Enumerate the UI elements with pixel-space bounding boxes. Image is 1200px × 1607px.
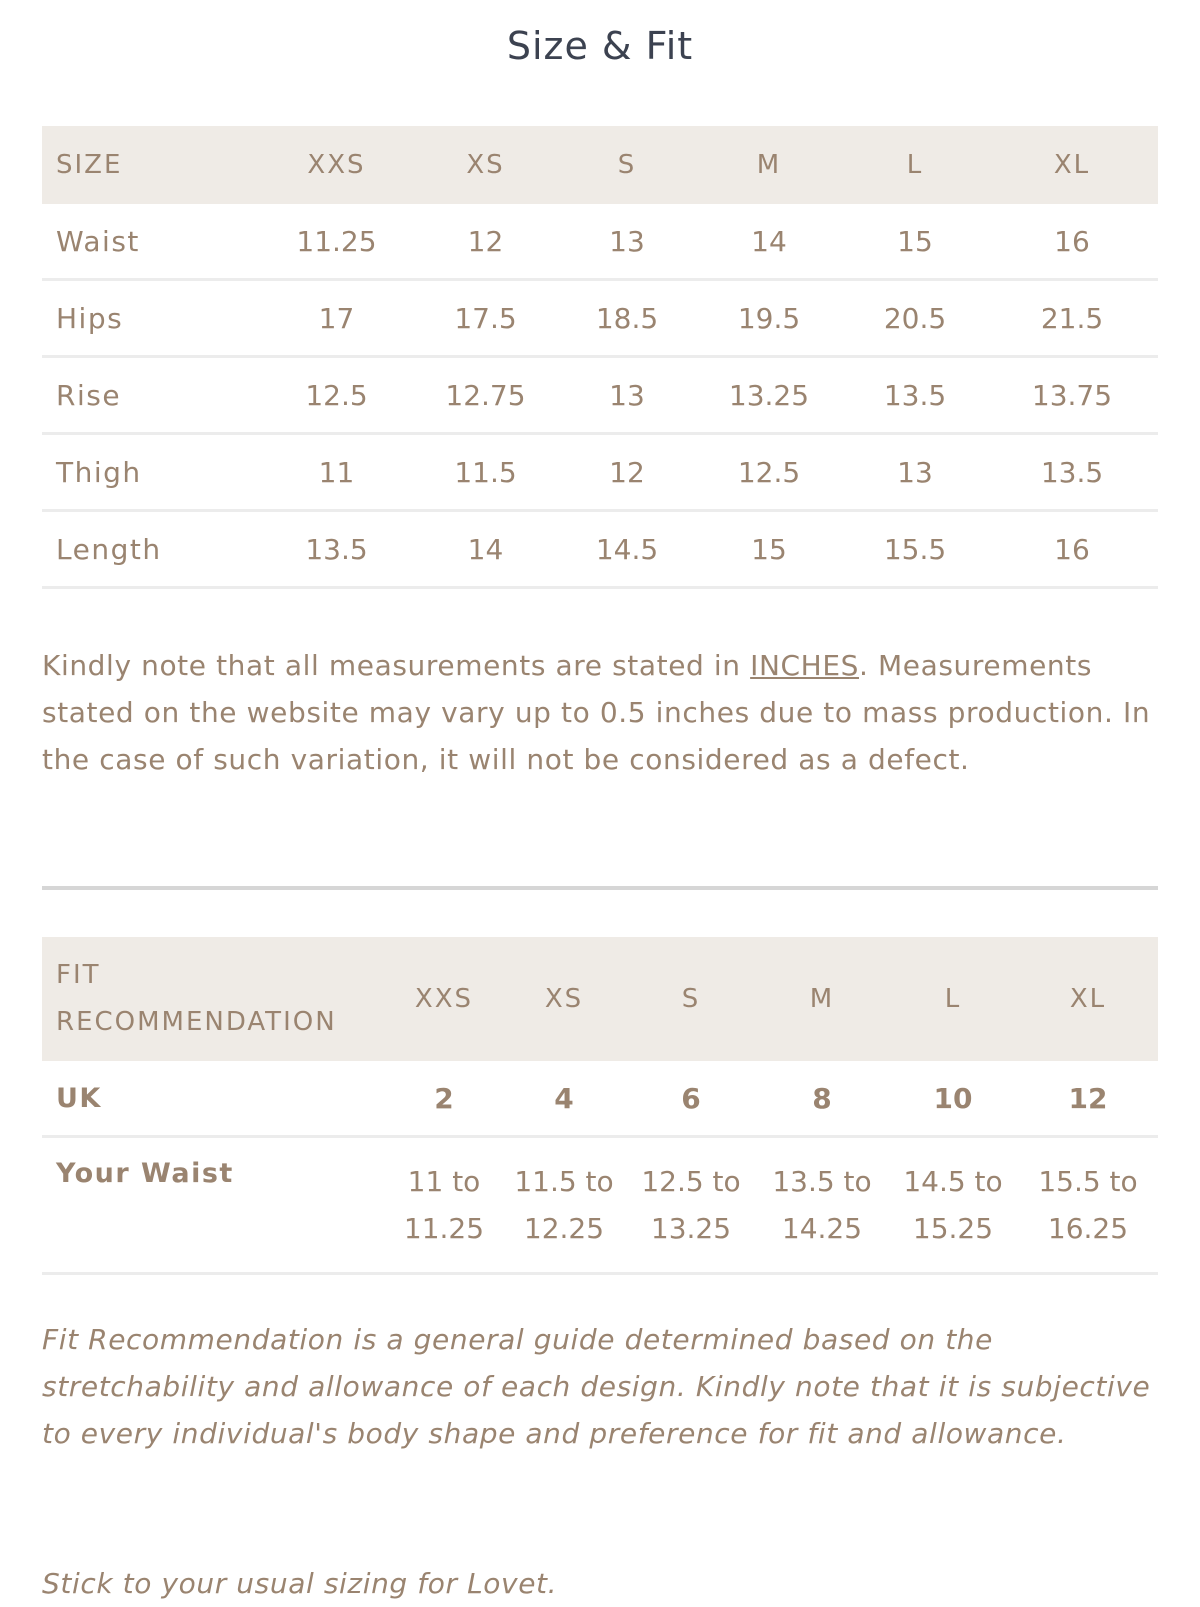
table-cell: 13.5: [986, 434, 1158, 511]
table-cell: 13: [560, 204, 694, 280]
size-chart-table: [42, 126, 1158, 589]
inches-link[interactable]: INCHES: [750, 649, 859, 682]
table-cell: 13.5 to 14.25: [756, 1137, 888, 1274]
header-m: M: [809, 983, 835, 1014]
table-cell: 12: [411, 204, 560, 280]
table-row-rise: [42, 357, 1158, 434]
header-size: SIZE: [56, 150, 123, 180]
fit-table-header-row: [42, 937, 1158, 1061]
header-xl: XL: [1053, 150, 1091, 180]
table-row-waist: [42, 204, 1158, 280]
table-cell: 16: [986, 511, 1158, 588]
table-cell: 11: [262, 434, 411, 511]
table-cell: 20.5: [844, 280, 986, 357]
table-cell: 11.5: [411, 434, 560, 511]
measurement-note: [42, 642, 1158, 783]
table-cell: 12.75: [411, 357, 560, 434]
table-row-thigh: [42, 434, 1158, 511]
header-m: M: [756, 150, 782, 180]
table-cell: 15: [694, 511, 844, 588]
header-s: S: [681, 983, 701, 1014]
table-cell: 11.5 to 12.25: [502, 1137, 626, 1274]
row-label: UK: [42, 1061, 386, 1137]
table-cell: 19.5: [694, 280, 844, 357]
header-xl: XL: [1069, 983, 1107, 1014]
sizing-advice-note: Stick to your usual sizing for Lovet.: [42, 1567, 558, 1600]
table-cell: 18.5: [560, 280, 694, 357]
table-cell: 17: [262, 280, 411, 357]
header-xs: XS: [466, 150, 505, 180]
row-label: Length: [42, 511, 262, 588]
table-cell: 12: [560, 434, 694, 511]
table-cell: 12: [1018, 1061, 1158, 1137]
row-label: Hips: [42, 280, 262, 357]
table-cell: 15.5 to 16.25: [1018, 1137, 1158, 1274]
table-row-length: [42, 511, 1158, 588]
table-cell: 8: [756, 1061, 888, 1137]
table-cell: 13: [560, 357, 694, 434]
row-label: Your Waist: [42, 1137, 386, 1274]
table-row-hips: [42, 280, 1158, 357]
table-cell: 13.25: [694, 357, 844, 434]
table-cell: 14.5 to 15.25: [888, 1137, 1018, 1274]
row-label: Rise: [42, 357, 262, 434]
table-cell: 14: [694, 204, 844, 280]
table-cell: 6: [626, 1061, 756, 1137]
page-title: Size & Fit: [506, 24, 694, 68]
table-cell: 13.5: [262, 511, 411, 588]
size-table-header-row: [42, 126, 1158, 204]
header-l: L: [906, 150, 924, 180]
table-cell: 17.5: [411, 280, 560, 357]
table-cell: 21.5: [986, 280, 1158, 357]
header-xxs: XXS: [414, 983, 474, 1014]
table-cell: 13.5: [844, 357, 986, 434]
table-cell: 15: [844, 204, 986, 280]
table-cell: 11 to 11.25: [386, 1137, 502, 1274]
table-cell: 2: [386, 1061, 502, 1137]
table-row-uk: [42, 1061, 1158, 1137]
row-label: Thigh: [42, 434, 262, 511]
fit-recommendation-note: Fit Recommendation is a general guide determined based on the stretchability and allowance of each design. Kindly note that it is subjective to every individual's body shape and preference for fit and allowance.: [42, 1323, 1151, 1450]
table-cell: 10: [888, 1061, 1018, 1137]
row-label: Waist: [42, 204, 262, 280]
header-xxs: XXS: [307, 150, 366, 180]
header-l: L: [944, 983, 962, 1014]
table-cell: 12.5 to 13.25: [626, 1137, 756, 1274]
table-cell: 11.25: [262, 204, 411, 280]
measurement-note-text-rest: . Measurements stated on the website may vary up to 0.5 inches due to mass production. In the case of such variation, it will not be considered as a defect.: [42, 649, 1151, 776]
table-cell: 14.5: [560, 511, 694, 588]
table-cell: 13: [844, 434, 986, 511]
table-cell: 4: [502, 1061, 626, 1137]
table-cell: 16: [986, 204, 1158, 280]
header-xs: XS: [544, 983, 584, 1014]
table-cell: 13.75: [986, 357, 1158, 434]
section-divider: [42, 886, 1158, 890]
fit-recommendation-table: [42, 937, 1158, 1275]
table-cell: 14: [411, 511, 560, 588]
table-row-your-waist: [42, 1137, 1158, 1274]
table-cell: 12.5: [262, 357, 411, 434]
header-fit-recommendation: FIT RECOMMENDATION: [56, 960, 337, 1037]
table-cell: 12.5: [694, 434, 844, 511]
measurement-note-text: Kindly note that all measurements are stated in: [42, 649, 751, 682]
header-s: S: [617, 150, 637, 180]
table-cell: 15.5: [844, 511, 986, 588]
